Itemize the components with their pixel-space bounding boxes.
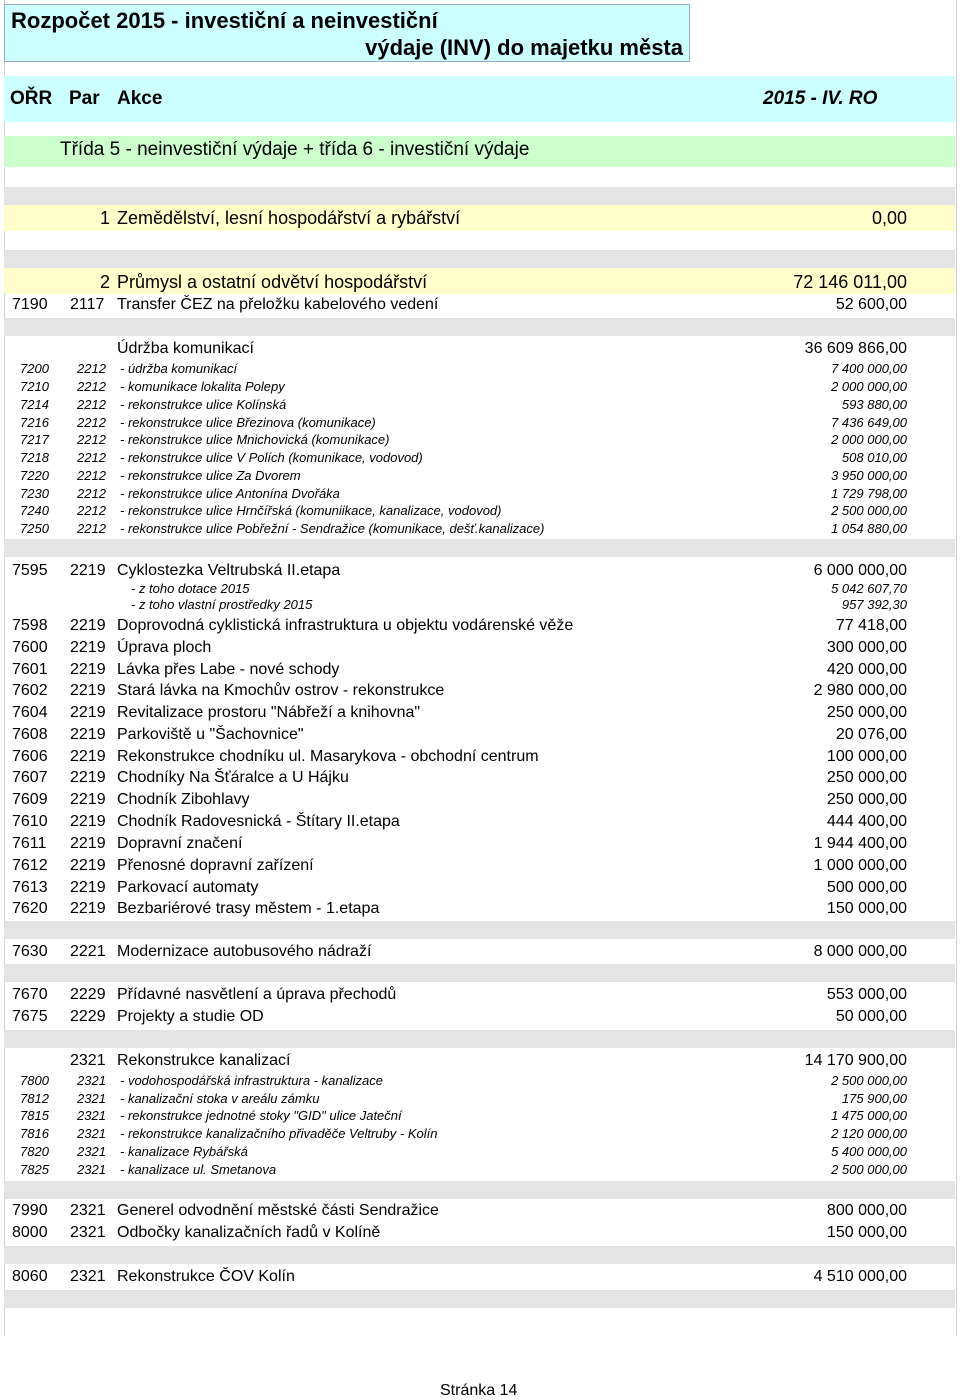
amount-cell: 8 000 000,00 — [813, 943, 907, 960]
par-cell: 2212 — [77, 521, 106, 536]
label-cell: - komunikace lokalita Polepy — [120, 379, 285, 394]
par-cell: 2321 — [77, 1108, 106, 1123]
section-label: Zemědělství, lesní hospodářství a rybářství — [117, 208, 461, 228]
amount-cell: 500 000,00 — [826, 879, 907, 896]
par-cell: 2229 — [70, 986, 106, 1003]
label-cell: Přídavné nasvětlení a úprava přechodů — [117, 986, 397, 1003]
amount-cell: 175 900,00 — [841, 1091, 907, 1106]
label-cell: - z toho dotace 2015 — [131, 581, 250, 596]
label-cell: - rekonstrukce ulice Hrnčířská (komuniikace, kanalizace, vodovod) — [120, 503, 502, 518]
amount-cell: 77 418,00 — [835, 617, 907, 634]
section-number: 2 — [100, 272, 111, 292]
amount-cell: 1 054 880,00 — [831, 521, 907, 536]
par-cell: 2219 — [70, 857, 106, 874]
label-cell: - rekonstrukce jednotné stoky "GID" ulice Jateční — [120, 1108, 402, 1123]
separator — [4, 1246, 955, 1264]
orr-cell: 7610 — [12, 813, 48, 830]
amount-cell: 300 000,00 — [826, 639, 907, 656]
orr-cell: 7630 — [12, 943, 48, 960]
orr-cell: 7816 — [20, 1126, 49, 1141]
separator — [4, 921, 955, 939]
orr-cell: 7250 — [20, 521, 49, 536]
orr-cell: 7612 — [12, 857, 48, 874]
orr-cell: 7217 — [20, 432, 49, 447]
label-cell: Stará lávka na Kmochův ostrov - rekonstrukce — [117, 682, 445, 699]
label-cell: Bezbariérové trasy městem - 1.etapa — [117, 900, 380, 917]
orr-cell: 7820 — [20, 1144, 49, 1159]
amount-cell: 5 042 607,70 — [831, 581, 907, 596]
orr-cell: 7608 — [12, 726, 48, 743]
amount-cell: 150 000,00 — [826, 1224, 907, 1241]
label-cell: Projekty a studie OD — [117, 1008, 264, 1025]
document-title — [4, 4, 690, 62]
par-cell: 2219 — [70, 726, 106, 743]
label-cell: - rekonstrukce ulice Kolínská — [120, 397, 287, 412]
label-cell: Odbočky kanalizačních řadů v Kolíně — [117, 1224, 381, 1241]
par-cell: 2212 — [77, 432, 106, 447]
par-cell: 2219 — [70, 617, 106, 634]
separator — [4, 1030, 955, 1048]
orr-cell: 7214 — [20, 397, 49, 412]
par-cell: 2212 — [77, 486, 106, 501]
par-cell: 2321 — [70, 1202, 106, 1219]
label-cell: - rekonstrukce ulice V Polích (komunikace, vodovod) — [120, 450, 423, 465]
par-cell: 2212 — [77, 379, 106, 394]
label-cell: Lávka přes Labe - nové schody — [117, 661, 340, 678]
par-cell: 2321 — [77, 1126, 106, 1141]
label-cell: - rekonstrukce kanalizačního přivaděče Veltruby - Kolín — [120, 1126, 438, 1141]
section-amount: 0,00 — [871, 208, 907, 228]
label-cell: Chodníky Na Šťáralce a U Hájku — [117, 769, 349, 786]
amount-cell: 50 000,00 — [835, 1008, 907, 1025]
amount-cell: 508 010,00 — [841, 450, 907, 465]
par-cell: 2117 — [70, 296, 105, 313]
label-cell: - rekonstrukce ulice Za Dvorem — [120, 468, 301, 483]
orr-cell: 7611 — [12, 835, 47, 852]
separator — [4, 187, 955, 205]
orr-cell: 7595 — [12, 562, 48, 579]
orr-cell: 7812 — [20, 1091, 49, 1106]
amount-cell: 250 000,00 — [826, 769, 907, 786]
amount-cell: 1 475 000,00 — [831, 1108, 907, 1123]
par-cell: 2321 — [70, 1224, 106, 1241]
header-orr: OŘR — [10, 88, 53, 109]
par-cell: 2219 — [70, 748, 106, 765]
amount-cell: 14 170 900,00 — [804, 1052, 907, 1069]
orr-cell: 7601 — [12, 661, 48, 678]
label-cell: Revitalizace prostoru "Nábřeží a knihovna" — [117, 704, 421, 721]
section-amount: 72 146 011,00 — [793, 272, 907, 292]
amount-cell: 6 000 000,00 — [813, 562, 907, 579]
amount-cell: 593 880,00 — [841, 397, 907, 412]
orr-cell: 7825 — [20, 1162, 49, 1177]
par-cell: 2219 — [70, 791, 106, 808]
orr-cell: 7606 — [12, 748, 48, 765]
amount-cell: 150 000,00 — [826, 900, 907, 917]
orr-cell: 7220 — [20, 468, 49, 483]
section-label: Průmysl a ostatní odvětví hospodářství — [117, 272, 428, 292]
label-cell: - kanalizační stoka v areálu zámku — [120, 1091, 320, 1106]
orr-cell: 7620 — [12, 900, 48, 917]
orr-cell: 7602 — [12, 682, 48, 699]
amount-cell: 2 980 000,00 — [813, 682, 907, 699]
par-cell: 2212 — [77, 503, 106, 518]
amount-cell: 2 500 000,00 — [831, 1073, 907, 1088]
label-cell: Generel odvodnění městské části Sendražice — [117, 1202, 439, 1219]
label-cell: - kanalizace ul. Smetanova — [120, 1162, 277, 1177]
label-cell: - rekonstrukce ulice Pobřežní - Sendražice (komunikace, dešť.kanalizace) — [120, 521, 545, 536]
par-cell: 2221 — [70, 943, 106, 960]
par-cell: 2321 — [77, 1144, 106, 1159]
label-cell: - údržba komunikací — [120, 361, 238, 376]
par-cell: 2219 — [70, 879, 106, 896]
par-cell: 2321 — [70, 1268, 106, 1285]
label-cell: - vodohospodářská infrastruktura - kanalizace — [120, 1073, 384, 1088]
header-akce: Akce — [117, 88, 163, 109]
amount-cell: 2 000 000,00 — [831, 432, 907, 447]
title-line-2: výdaje (INV) do majetku města — [365, 35, 683, 60]
orr-cell: 7670 — [12, 986, 48, 1003]
amount-cell: 957 392,30 — [841, 597, 907, 612]
par-cell: 2212 — [77, 468, 106, 483]
orr-cell: 7218 — [20, 450, 49, 465]
label-cell: Údržba komunikací — [117, 340, 254, 357]
amount-cell: 250 000,00 — [826, 791, 907, 808]
amount-cell: 800 000,00 — [826, 1202, 907, 1219]
par-cell: 2219 — [70, 682, 106, 699]
amount-cell: 7 400 000,00 — [831, 361, 907, 376]
par-cell: 2321 — [77, 1162, 106, 1177]
label-cell: Modernizace autobusového nádraží — [117, 943, 372, 960]
par-cell: 2321 — [77, 1073, 106, 1088]
amount-cell: 3 950 000,00 — [831, 468, 907, 483]
separator — [4, 250, 955, 268]
orr-cell: 7200 — [20, 361, 49, 376]
amount-cell: 4 510 000,00 — [813, 1268, 907, 1285]
section-number: 1 — [100, 208, 111, 228]
amount-cell: 1 944 400,00 — [813, 835, 907, 852]
orr-cell: 7216 — [20, 415, 49, 430]
amount-cell: 420 000,00 — [826, 661, 907, 678]
par-cell: 2321 — [77, 1091, 106, 1106]
label-cell: Doprovodná cyklistická infrastruktura u objektu vodárenské věže — [117, 617, 574, 634]
label-cell: - z toho vlastní prostředky 2015 — [131, 597, 313, 612]
label-cell: Transfer ČEZ na přeložku kabelového vedení — [117, 296, 439, 313]
label-cell: - rekonstrukce ulice Antonína Dvořáka — [120, 486, 340, 501]
orr-cell: 7613 — [12, 879, 48, 896]
par-cell: 2212 — [77, 361, 106, 376]
orr-cell: 7190 — [12, 296, 48, 313]
label-cell: Parkoviště u "Šachovnice" — [117, 726, 304, 743]
amount-cell: 2 000 000,00 — [831, 379, 907, 394]
orr-cell: 7800 — [20, 1073, 49, 1088]
separator — [4, 539, 955, 557]
label-cell: - rekonstrukce ulice Březinova (komunikace) — [120, 415, 376, 430]
par-cell: 2212 — [77, 450, 106, 465]
amount-cell: 1 000 000,00 — [813, 857, 907, 874]
amount-cell: 444 400,00 — [826, 813, 907, 830]
class-title: Třída 5 - neinvestiční výdaje + třída 6 - investiční výdaje — [60, 139, 530, 160]
label-cell: Parkovací automaty — [117, 879, 259, 896]
label-cell: Rekonstrukce ČOV Kolín — [117, 1268, 295, 1285]
amount-cell: 20 076,00 — [835, 726, 907, 743]
par-cell: 2219 — [70, 900, 106, 917]
orr-cell: 7210 — [20, 379, 49, 394]
amount-cell: 36 609 866,00 — [804, 340, 907, 357]
par-cell: 2212 — [77, 415, 106, 430]
amount-cell: 7 436 649,00 — [831, 415, 907, 430]
orr-cell: 8060 — [12, 1268, 48, 1285]
amount-cell: 5 400 000,00 — [831, 1144, 907, 1159]
orr-cell: 7604 — [12, 704, 48, 721]
orr-cell: 7230 — [20, 486, 49, 501]
label-cell: Cyklostezka Veltrubská II.etapa — [117, 562, 341, 579]
par-cell: 2219 — [70, 639, 106, 656]
par-cell: 2219 — [70, 661, 106, 678]
orr-cell: 8000 — [12, 1224, 48, 1241]
header-par: Par — [69, 88, 100, 109]
orr-cell: 7675 — [12, 1008, 48, 1025]
amount-cell: 2 500 000,00 — [831, 503, 907, 518]
separator — [4, 1290, 955, 1308]
label-cell: Chodník Zibohlavy — [117, 791, 250, 808]
amount-cell: 100 000,00 — [826, 748, 907, 765]
orr-cell: 7600 — [12, 639, 48, 656]
orr-cell: 7990 — [12, 1202, 48, 1219]
label-cell: Chodník Radovesnická - Štítary II.etapa — [117, 813, 400, 830]
par-cell: 2229 — [70, 1008, 106, 1025]
separator — [4, 1181, 955, 1199]
title-line-1: Rozpočet 2015 - investiční a neinvestiční — [11, 8, 438, 33]
par-cell: 2219 — [70, 813, 106, 830]
label-cell: Dopravní značení — [117, 835, 243, 852]
par-cell: 2219 — [70, 704, 106, 721]
orr-cell: 7815 — [20, 1108, 49, 1123]
amount-cell: 250 000,00 — [826, 704, 907, 721]
par-cell: 2321 — [70, 1052, 106, 1069]
label-cell: - rekonstrukce ulice Mnichovická (komunikace) — [120, 432, 390, 447]
page-number: Stránka 14 — [440, 1382, 518, 1399]
orr-cell: 7607 — [12, 769, 48, 786]
orr-cell: 7240 — [20, 503, 49, 518]
amount-cell: 1 729 798,00 — [831, 486, 907, 501]
par-cell: 2219 — [70, 562, 106, 579]
par-cell: 2212 — [77, 397, 106, 412]
label-cell: - kanalizace Rybářská — [120, 1144, 248, 1159]
amount-cell: 2 500 000,00 — [831, 1162, 907, 1177]
separator — [4, 318, 955, 336]
header-version: 2015 - IV. RO — [763, 88, 878, 109]
amount-cell: 2 120 000,00 — [831, 1126, 907, 1141]
label-cell: Rekonstrukce kanalizací — [117, 1052, 291, 1069]
par-cell: 2219 — [70, 769, 106, 786]
label-cell: Rekonstrukce chodníku ul. Masarykova - obchodní centrum — [117, 748, 539, 765]
par-cell: 2219 — [70, 835, 106, 852]
amount-cell: 52 600,00 — [835, 296, 907, 313]
orr-cell: 7598 — [12, 617, 48, 634]
label-cell: Úprava ploch — [117, 639, 212, 656]
orr-cell: 7609 — [12, 791, 48, 808]
amount-cell: 553 000,00 — [826, 986, 907, 1003]
separator — [4, 964, 955, 982]
label-cell: Přenosné dopravní zařízení — [117, 857, 314, 874]
